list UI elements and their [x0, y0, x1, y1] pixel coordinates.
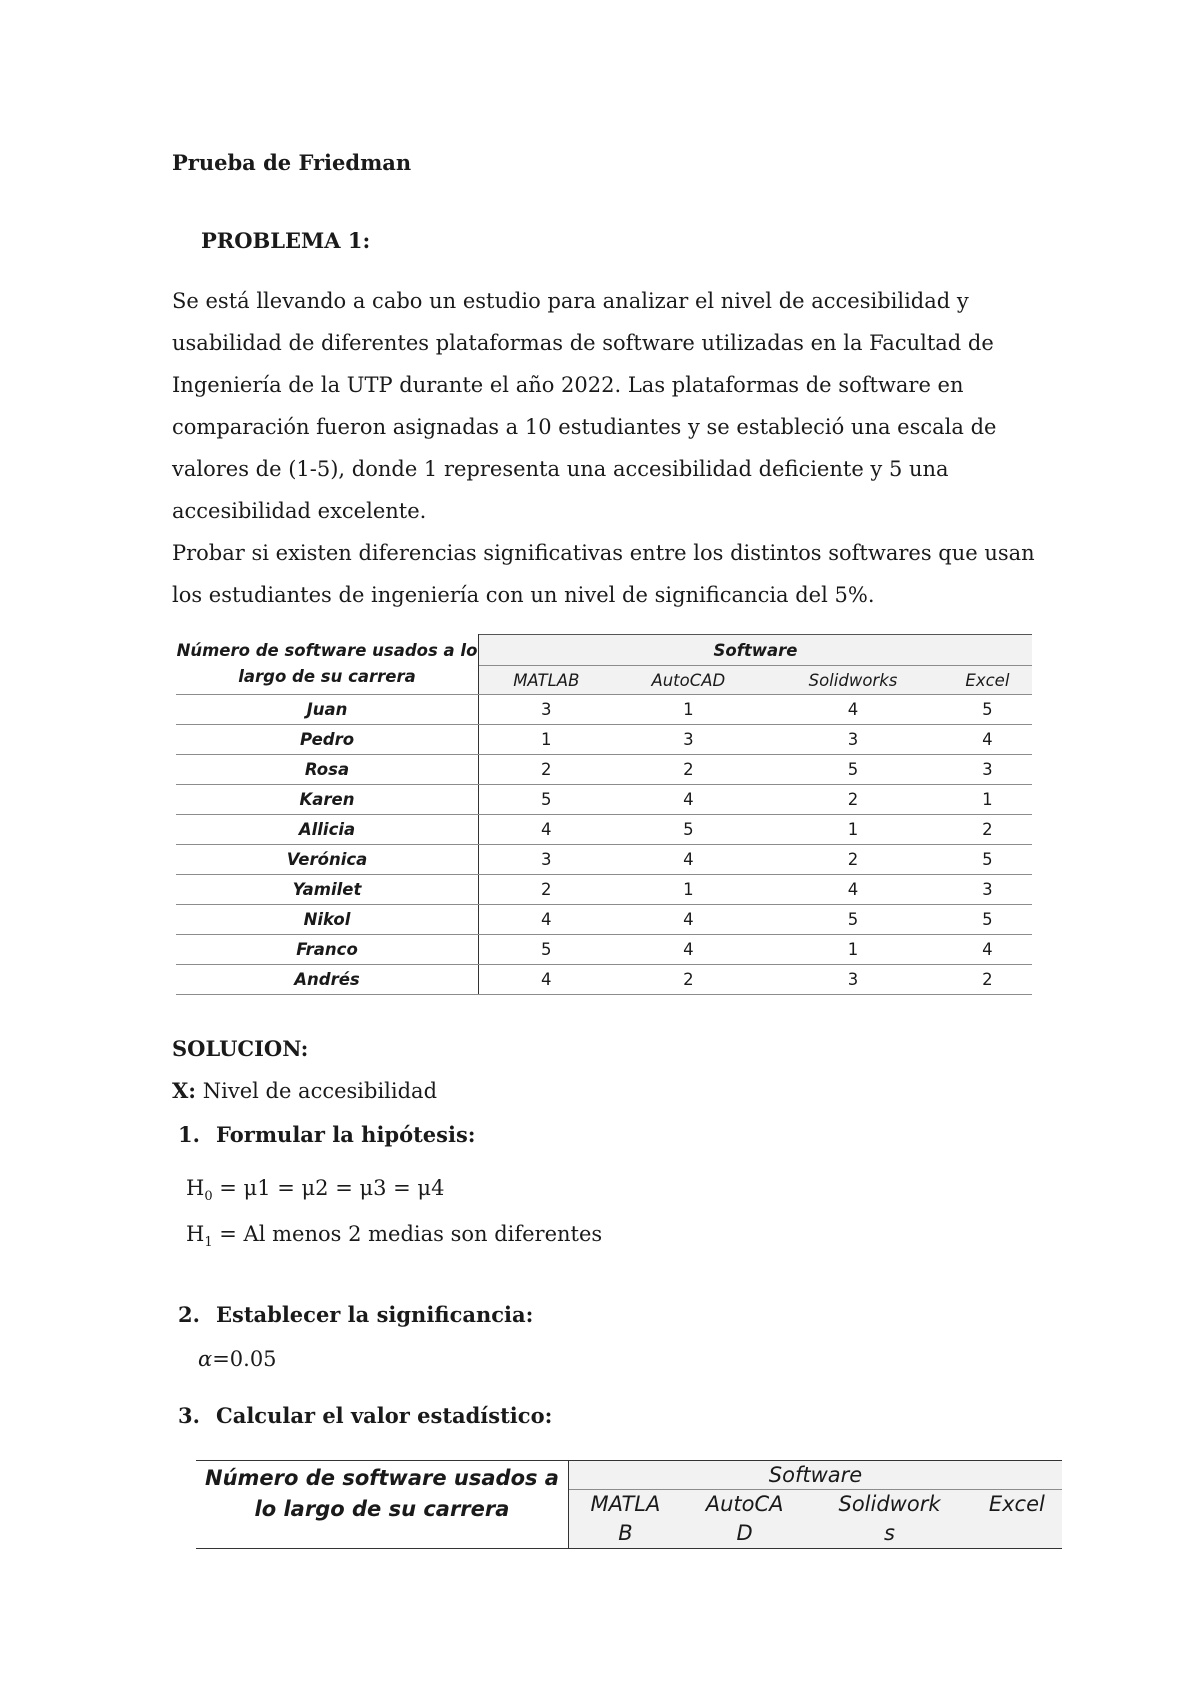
student-name: Allicia — [176, 815, 479, 845]
score-cell: 5 — [763, 905, 943, 935]
table-corner-header: Número de software usados a lo largo de su carrera — [176, 635, 479, 695]
column-header: Excel — [972, 1490, 1062, 1549]
score-cell: 4 — [479, 815, 614, 845]
column-header-part: D — [736, 1521, 753, 1545]
h-symbol: H — [186, 1222, 205, 1246]
score-cell: 3 — [763, 725, 943, 755]
score-cell: 5 — [614, 815, 764, 845]
problem-statement — [172, 280, 1052, 616]
score-cell: 4 — [614, 905, 764, 935]
table-row — [176, 935, 1032, 965]
student-name: Andrés — [176, 965, 479, 995]
h-subscript: 1 — [204, 1235, 213, 1251]
column-header: MATLAB — [479, 666, 614, 695]
table-row — [176, 875, 1032, 905]
column-header — [807, 1490, 971, 1549]
score-cell: 1 — [943, 785, 1032, 815]
student-name: Juan — [176, 695, 479, 725]
column-header-part: Solidwork — [838, 1492, 941, 1516]
student-name: Verónica — [176, 845, 479, 875]
score-cell: 2 — [943, 965, 1032, 995]
step-number: 3. — [178, 1403, 200, 1428]
h1-equation: = Al menos 2 medias son diferentes — [212, 1222, 603, 1246]
problem-label: PROBLEMA 1: — [201, 228, 371, 253]
table-corner-header: Número de software usados a lo largo de su carrera — [196, 1461, 569, 1549]
score-cell: 4 — [763, 875, 943, 905]
column-header: Excel — [943, 666, 1032, 695]
data-table — [176, 634, 1032, 995]
solution-label: SOLUCION: — [172, 1036, 309, 1061]
student-name: Rosa — [176, 755, 479, 785]
score-cell: 1 — [763, 815, 943, 845]
score-cell: 4 — [763, 695, 943, 725]
score-cell: 4 — [943, 725, 1032, 755]
column-header: AutoCAD — [614, 666, 764, 695]
table-row — [176, 965, 1032, 995]
score-cell: 5 — [943, 845, 1032, 875]
score-cell: 3 — [479, 845, 614, 875]
score-cell: 4 — [479, 965, 614, 995]
h-subscript: 0 — [204, 1189, 213, 1205]
student-name: Yamilet — [176, 875, 479, 905]
score-cell: 1 — [763, 935, 943, 965]
step-text: Formular la hipótesis: — [216, 1122, 476, 1147]
statement-paragraph: Se está llevando a cabo un estudio para analizar el nivel de accesibilidad y usabilidad de diferentes plataformas de software utilizadas en la Facultad de Ingeniería de la UTP durante el año 2022. Las plataformas de software en comparación fueron asignadas a 10 estudiantes y se estableció una escala de valores de (1-5), donde 1 representa una accesibilidad deficiente y 5 una accesibilidad excelente. — [172, 289, 997, 523]
score-cell: 2 — [479, 875, 614, 905]
table-row — [176, 785, 1032, 815]
score-cell: 3 — [943, 755, 1032, 785]
table-row — [176, 755, 1032, 785]
alternative-hypothesis — [186, 1222, 602, 1250]
score-cell: 2 — [943, 815, 1032, 845]
variable-definition — [172, 1078, 437, 1103]
table-row — [176, 725, 1032, 755]
column-header: Solidworks — [763, 666, 943, 695]
student-name: Pedro — [176, 725, 479, 755]
table-row — [176, 845, 1032, 875]
null-hypothesis — [186, 1176, 444, 1204]
table-body — [176, 695, 1032, 995]
score-cell: 5 — [943, 695, 1032, 725]
score-cell: 2 — [614, 965, 764, 995]
variable-text: Nivel de accesibilidad — [202, 1079, 438, 1103]
score-cell: 3 — [479, 695, 614, 725]
column-header-part: AutoCA — [705, 1492, 784, 1516]
score-cell: 3 — [943, 875, 1032, 905]
table-row — [176, 815, 1032, 845]
statement-question: Probar si existen diferencias significativas entre los distintos softwares que usan los estudiantes de ingeniería con un nivel de significancia del 5%. — [172, 541, 1035, 607]
score-cell: 5 — [763, 755, 943, 785]
score-cell: 2 — [614, 755, 764, 785]
column-header-part: s — [884, 1521, 895, 1545]
score-cell: 5 — [479, 785, 614, 815]
score-cell: 5 — [479, 935, 614, 965]
step-1-heading — [178, 1122, 476, 1147]
score-cell: 2 — [763, 845, 943, 875]
student-name: Karen — [176, 785, 479, 815]
score-cell: 1 — [614, 875, 764, 905]
student-name: Nikol — [176, 905, 479, 935]
table-row — [176, 905, 1032, 935]
step-3-heading — [178, 1403, 552, 1428]
h-symbol: H — [186, 1176, 205, 1200]
table-row — [176, 695, 1032, 725]
score-cell: 4 — [614, 935, 764, 965]
score-cell: 3 — [614, 725, 764, 755]
step-number: 2. — [178, 1302, 200, 1327]
significance-level — [198, 1347, 277, 1371]
score-cell: 4 — [479, 905, 614, 935]
score-cell: 3 — [763, 965, 943, 995]
step-text: Calcular el valor estadístico: — [216, 1403, 553, 1428]
score-cell: 2 — [479, 755, 614, 785]
score-cell: 5 — [943, 905, 1032, 935]
alpha-symbol: α — [198, 1347, 213, 1371]
software-group-header: Software — [569, 1461, 1063, 1490]
step-2-heading — [178, 1302, 533, 1327]
software-group-header: Software — [479, 635, 1033, 666]
score-cell: 1 — [614, 695, 764, 725]
student-name: Franco — [176, 935, 479, 965]
step-text: Establecer la significancia: — [216, 1302, 534, 1327]
score-cell: 4 — [614, 785, 764, 815]
variable-label: X: — [172, 1078, 197, 1103]
ranking-table — [196, 1460, 1062, 1549]
alpha-value: =0.05 — [212, 1347, 277, 1371]
column-header-part: MATLA — [590, 1492, 661, 1516]
document-title: Prueba de Friedman — [172, 150, 412, 175]
h0-equation: = μ1 = μ2 = μ3 = μ4 — [212, 1176, 445, 1200]
score-cell: 2 — [763, 785, 943, 815]
score-cell: 4 — [614, 845, 764, 875]
score-cell: 1 — [479, 725, 614, 755]
column-header — [569, 1490, 682, 1549]
column-header-part: B — [618, 1521, 633, 1545]
column-header — [682, 1490, 807, 1549]
step-number: 1. — [178, 1122, 200, 1147]
score-cell: 4 — [943, 935, 1032, 965]
